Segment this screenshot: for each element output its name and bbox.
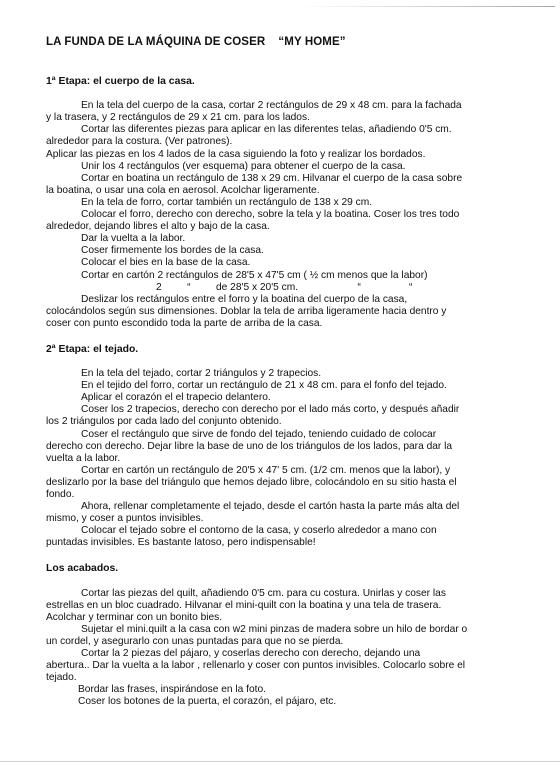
document-body — [32, 76, 530, 708]
section-1 — [32, 76, 530, 330]
scan-edge-top — [300, 6, 555, 7]
text-line: Deslizar los rectángulos entre el forro y la boatina del cuerpo de la casa, — [81, 293, 408, 305]
text-line: la boatina, o usar una cola en aerosol. Acolchar ligeramente. — [46, 184, 320, 196]
text-line: Unir los 4 rectángulos (ver esquema) para obtener el cuerpo de la casa. — [81, 160, 406, 172]
text-line: derecho con derecho. Dejar libre la base de uno de los triángulos de los lados, para dar la — [46, 440, 453, 452]
text-line: Sujetar el mini.quilt a la casa con w2 mini pinzas de madera sobre un hilo de bordar o — [81, 623, 468, 635]
text-line: Colocar el tejado sobre el contorno de la casa, y coserlo alrededor a mano con — [81, 525, 437, 537]
document-page — [32, 36, 530, 723]
text-line: los 2 triángulos por cada lado del conjunto obtenido. — [46, 416, 282, 428]
text-line: Aplicar las piezas en los 4 lados de la casa siguiendo la foto y realizar los bordados. — [46, 148, 426, 160]
text-line: alrededor para la costura. (Ver patrones). — [46, 136, 233, 148]
text-line: Cortar en boatina un rectángulo de 138 x 29 cm. Hilvanar el cuerpo de la casa sobre — [81, 172, 463, 184]
section-heading: 1ª Etapa: el cuerpo de la casa. — [46, 76, 195, 88]
text-line: Cortar en cartón 2 rectángulos de 28'5 x 47'5 cm ( ½ cm menos que la labor) — [81, 269, 428, 281]
text-line: Aplicar el corazón el el trapecio delantero. — [81, 392, 271, 404]
text-line: Cortar las piezas del quilt, añadiendo 0'5 cm. para cu costura. Unirlas y coser las — [81, 587, 446, 599]
text-line: colocándolos según sus dimensiones. Doblar la tela de arriba ligeramente hacia dentro y — [46, 305, 447, 317]
text-line: estrellas en un bloc cuadrado. Hilvanar el mini-quilt con la boatina y una tela de trasera. — [46, 599, 442, 611]
section-text — [46, 588, 530, 709]
text-line: Coser el rectángulo que sirve de fondo del tejado, teniendo cuidado de colocar — [81, 428, 437, 440]
text-line: Coser firmemente los bordes de la casa. — [81, 245, 264, 257]
text-line: abertura.. Dar la vuelta a la labor , rellenarlo y coser con puntos invisibles. Colocarlo sobre el — [46, 660, 466, 672]
scan-edge-bottom — [0, 761, 560, 762]
text-line: En el tejido del forro, cortar un rectángulo de 21 x 48 cm. para el fonfo del tejado. — [81, 380, 447, 392]
text-line: alrededor, dejando libres el alto y bajo de la casa. — [46, 221, 270, 233]
text-line: Cortar la 2 piezas del pájaro, y coserlas derecho con derecho, dejando una — [81, 648, 421, 660]
text-line: tejado. — [46, 672, 77, 684]
section-text — [46, 100, 530, 330]
text-line: Dar la vuelta a la labor. — [81, 233, 186, 245]
section-3 — [32, 563, 530, 708]
text-line: Acolchar y terminar con un bonito bies. — [46, 611, 223, 623]
section-heading: Los acabados. — [46, 563, 119, 575]
text-line: Coser los 2 trapecios, derecho con derecho por el lado más corto, y después añadir — [81, 404, 460, 416]
text-line: En la tela del cuerpo de la casa, cortar 2 rectángulos de 29 x 48 cm. para la fachada — [81, 100, 462, 112]
text-line: Ahora, rellenar completamente el tejado, desde el cartón hasta la parte más alta del — [81, 501, 460, 513]
text-line: Colocar el bies en la base de la casa. — [81, 257, 251, 269]
section-heading: 2ª Etapa: el tejado. — [46, 343, 139, 355]
text-line: y la trasera, y 2 rectángulos de 29 x 21 cm. para los lados. — [46, 112, 310, 124]
section-text — [46, 368, 530, 549]
text-line: Coser los botones de la puerta, el corazón, el pájaro, etc. — [78, 696, 337, 708]
text-line: vuelta a la labor. — [46, 452, 121, 464]
section-2 — [32, 344, 530, 550]
text-line: 2 “ de 28'5 x 20'5 cm. “ “ — [156, 281, 413, 293]
text-line: Cortar las diferentes piezas para aplicar en las diferentes telas, añadiendo 0'5 cm. — [81, 124, 452, 136]
text-line: Bordar las frases, inspirándose en la foto. — [78, 684, 267, 696]
text-line: coser con punto escondido toda la parte de arriba de la casa. — [46, 317, 323, 329]
text-line: fondo. — [46, 489, 75, 500]
document-title: LA FUNDA DE LA MÁQUINA DE COSER “MY HOME” — [46, 36, 346, 48]
text-line: un cordel, y asegurarlo con unas puntadas para que no se pierda. — [46, 635, 344, 647]
text-line: En la tela del tejado, cortar 2 triángulos y 2 trapecios. — [81, 368, 322, 380]
text-line: mismo, y coser a puntos invisibles. — [46, 513, 204, 525]
text-line: puntadas invisibles. Es bastante latoso, pero indispensable! — [46, 537, 316, 549]
text-line: Cortar en cartón un rectángulo de 20'5 x 47' 5 cm. (1/2 cm. menos que la labor), y — [81, 464, 451, 476]
text-line: En la tela de forro, cortar también un rectángulo de 138 x 29 cm. — [81, 196, 373, 208]
text-line: Colocar el forro, derecho con derecho, sobre la tela y la boatina. Coser los tres todo — [81, 209, 460, 221]
text-line: deslizarlo por la base del triángulo que hemos dejado libre, colocándolo en su sitio hasta el — [46, 476, 457, 488]
